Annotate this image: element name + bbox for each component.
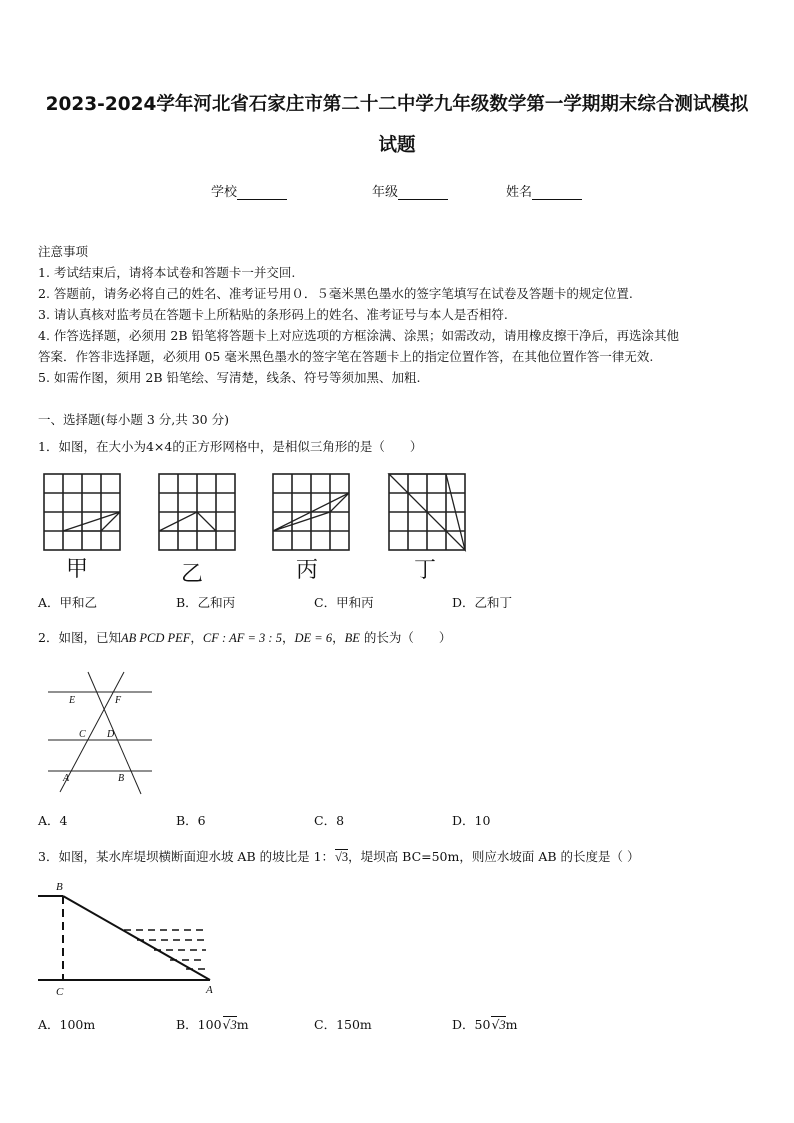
q1-option-d: D．乙和丁	[452, 595, 513, 610]
notice-item-5: 5. 如需作图，须用 2B 铅笔绘、写清楚，线条、符号等须加黑、加粗.	[38, 370, 421, 385]
q3-stem-sqrt: √3	[335, 850, 349, 864]
parallel-lines-figure	[40, 670, 155, 800]
q2-option-c: C．8	[314, 813, 345, 828]
q3-option-b-radicand: 3	[230, 1018, 237, 1032]
grid-bing-label: 丙	[296, 558, 319, 583]
notice-item-2: 2. 答题前，请务必将自己的姓名、准考证号用０．５毫米黑色墨水的签字笔填写在试卷及答题卡的规定位置.	[38, 286, 633, 301]
label-d: D	[107, 729, 115, 740]
q2-sep-1: ，	[190, 630, 203, 645]
grid-ding-label: 丁	[414, 558, 437, 583]
label-a: A	[63, 773, 70, 784]
section-heading: 一、选择题(每小题 3 分,共 30 分)	[38, 412, 229, 427]
school-field	[211, 181, 287, 200]
grid-bing-figure	[272, 473, 350, 551]
school-label: 学校	[211, 185, 238, 200]
label-f: F	[115, 695, 122, 706]
q1-option-a: A．甲和乙	[38, 595, 98, 610]
grid-jia-label: 甲	[66, 557, 89, 582]
q2-stem-suffix: 的长为（ ）	[359, 630, 452, 645]
q3-option-c: C．150m	[314, 1017, 372, 1032]
q2-option-d: D．10	[452, 813, 491, 828]
exam-title-line-1: 2023-2024学年河北省石家庄市第二十二中学九年级数学第一学期期末综合测试模拟	[45, 94, 749, 115]
notice-item-3: 3. 请认真核对监考员在答题卡上所粘贴的条形码上的姓名、准考证号与本人是否相符.	[38, 307, 508, 322]
grid-yi-figure	[158, 473, 236, 551]
name-label: 姓名	[506, 185, 533, 200]
q3-option-b-coef: B．100	[176, 1017, 222, 1032]
grid-yi-label: 乙	[181, 562, 204, 587]
notice-heading: 注意事项	[38, 244, 89, 259]
q2-be-expr: BE	[344, 631, 360, 645]
q3-option-d-sqrt: √3	[491, 1017, 506, 1032]
q1-option-b: B．乙和丙	[176, 595, 236, 610]
q2-ratio-expr: CF : AF = 3 : 5	[202, 631, 282, 645]
question-1-stem: 1．如图，在大小为4×4的正方形网格中，是相似三角形的是（ ）	[38, 439, 423, 454]
q3-stem-b: ，堤坝高 BC=50m，则应水坡面 AB 的长度是（ ）	[348, 849, 640, 864]
school-blank	[237, 187, 287, 200]
q3-stem-a: 3．如图，某水库堤坝横断面迎水坡 AB 的坡比是 1：	[38, 849, 335, 864]
name-field	[506, 181, 582, 200]
label-e: E	[69, 695, 76, 706]
question-2-stem	[38, 628, 451, 646]
label-dam-a: A	[206, 984, 213, 996]
q3-option-d-unit: m	[505, 1017, 518, 1032]
grid-jia-figure	[43, 473, 121, 551]
label-dam-b: B	[56, 881, 63, 893]
q3-option-a: A．100m	[38, 1017, 96, 1032]
grade-blank	[398, 187, 448, 200]
label-dam-c: C	[56, 986, 64, 998]
q2-de-expr: DE = 6	[294, 631, 333, 645]
q3-option-d	[452, 1015, 518, 1033]
label-b: B	[118, 773, 125, 784]
label-c: C	[79, 729, 86, 740]
question-3-stem	[38, 847, 640, 865]
name-blank	[532, 187, 582, 200]
notice-item-4-cont: 答案．作答非选择题，必须用 05 毫米黑色墨水的签字笔在答题卡上的指定位置作答，在其他位置作答一律无效.	[38, 349, 654, 364]
q3-stem-sqrt-radicand: 3	[341, 850, 349, 864]
q3-option-d-radicand: 3	[499, 1018, 506, 1032]
grade-label: 年级	[372, 185, 399, 200]
q2-stem-prefix: 2．如图，已知	[38, 630, 121, 645]
exam-title-line-2: 试题	[378, 135, 416, 156]
q3-option-b	[176, 1015, 249, 1033]
q1-option-c: C．甲和丙	[314, 595, 374, 610]
q3-option-b-unit: m	[236, 1017, 249, 1032]
q2-sep-3: ，	[332, 630, 345, 645]
q2-parallel-expr: AB PCD PEF	[120, 631, 191, 645]
q2-option-a: A．4	[38, 813, 68, 828]
q3-option-b-sqrt: √3	[222, 1017, 237, 1032]
q2-option-b: B．6	[176, 813, 206, 828]
dam-slope-figure	[36, 876, 226, 1000]
grid-ding-figure	[388, 473, 466, 551]
grade-field	[372, 181, 448, 200]
notice-item-4: 4. 作答选择题，必须用 2B 铅笔将答题卡上对应选项的方框涂满、涂黑；如需改动，请用橡皮擦干净后，再选涂其他	[38, 328, 679, 343]
q2-sep-2: ，	[281, 630, 295, 645]
notice-item-1: 1. 考试结束后，请将本试卷和答题卡一并交回.	[38, 265, 296, 280]
q3-option-d-coef: D．50	[452, 1017, 491, 1032]
